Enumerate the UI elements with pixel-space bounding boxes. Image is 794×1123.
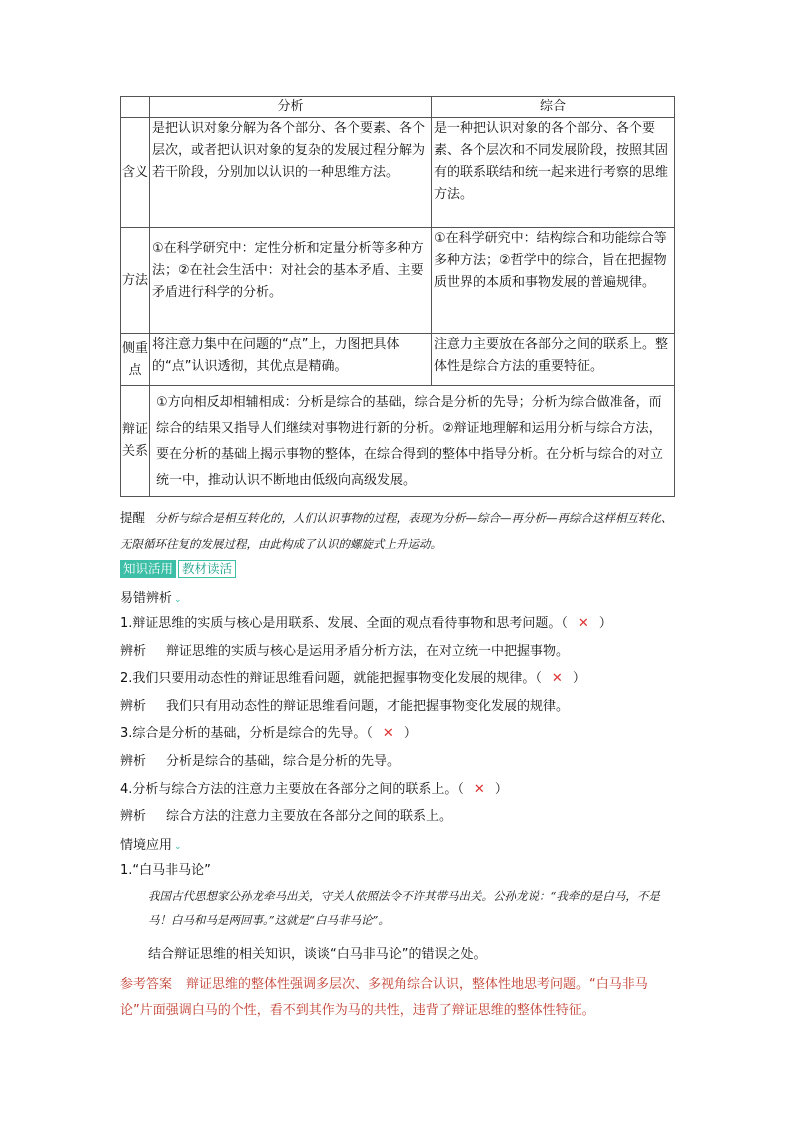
section-scenario-application: 情境应用 ⌄ — [120, 838, 182, 853]
reminder-text: 分析与综合是相互转化的，人们认识事物的过程，表现为分析—综合—再分析—再综合这样相互转化、无限循环往复的发展过程，由此构成了认识的螺旋式上升运动。 — [120, 511, 673, 551]
table-row — [121, 334, 675, 386]
answer-text: 辩证思维的整体性强调多层次、多视角综合认识，整体性地思考问题。“白马非马论”片面强调白马的个性，看不到其作为马的共性，违背了辩证思维的整体性特征。 — [120, 977, 648, 1018]
table-row — [121, 228, 675, 334]
case-title: 1.“白马非马论” — [120, 863, 211, 878]
judge-question-1: 1.辩证思维的实质与核心是用联系、发展、全面的观点看待事物和思考问题。（ ✕ ） — [120, 616, 612, 631]
cell-synthesis-meaning: 是一种把认识对象的各个部分、各个要素、各个层次和不同发展阶段，按照其固有的联系联结和统一起来进行考察的思维方法。 — [432, 118, 675, 228]
judge-explanation-1: 辨析 辩证思维的实质与核心是运用矛盾分析方法，在对立统一中把握事物。 — [120, 644, 570, 659]
badge-textbook-reading: 教材读活 — [178, 560, 236, 578]
cell-synthesis-method: ①在科学研究中：结构综合和功能综合等多种方法；②哲学中的综合，旨在把握物质世界的本质和事物发展的普遍规律。 — [432, 228, 675, 334]
cell-relation: ①方向相反却相辅相成：分析是综合的基础，综合是分析的先导；分析为综合做准备，而综合的结果又指导人们继续对事物进行新的分析。②辩证地理解和运用分析与综合方法，要在分析的基础上揭示事物的整体，在综合得到的整体中指导分析。在分析与综合的对立统一中，推动认识不断地由低级向高级发展。 — [150, 386, 675, 497]
cell-analysis-focus: 将注意力集中在问题的“点”上，力图把具体的“点”认识透彻，其优点是精确。 — [150, 334, 432, 386]
answer-label: 参考答案 — [120, 977, 173, 992]
judge-question-4: 4.分析与综合方法的注意力主要放在各部分之间的联系上。（ ✕ ） — [120, 782, 508, 797]
judge-explanation-4: 辨析 综合方法的注意力主要放在各部分之间的联系上。 — [120, 809, 453, 824]
scenario-text: 我国古代思想家公孙龙牵马出关，守关人依照法令不许其带马出关。公孙龙说：“我牵的是白马，不是马！白马和马是两回事。”这就是“白马非马论”。 — [148, 889, 660, 927]
reminder-note — [120, 505, 680, 557]
header-synthesis: 综合 — [432, 97, 675, 118]
reference-answer — [120, 972, 676, 1024]
row-label-method: 方法 — [121, 228, 150, 334]
table-header-row — [121, 97, 675, 118]
cell-synthesis-focus: 注意力主要放在各部分之间的联系上。整体性是综合方法的重要特征。 — [432, 334, 675, 386]
cross-mark-icon: ✕ — [577, 616, 589, 631]
judge-question-2: 2.我们只要用动态性的辩证思维看问题，就能把握事物变化发展的规律。（ ✕ ） — [120, 671, 586, 686]
header-empty — [121, 97, 150, 118]
row-label-focus: 侧重 点 — [121, 334, 150, 386]
chevron-down-icon: ⌄ — [174, 595, 182, 605]
header-analysis: 分析 — [150, 97, 432, 118]
table-row — [121, 118, 675, 228]
cross-mark-icon: ✕ — [473, 782, 485, 797]
judge-question-3: 3.综合是分析的基础，分析是综合的先导。（ ✕ ） — [120, 726, 417, 741]
section-badges — [120, 560, 236, 578]
case-question: 结合辩证思维的相关知识，谈谈“白马非马论”的错误之处。 — [148, 947, 487, 962]
badge-knowledge-use: 知识活用 — [120, 560, 176, 578]
comparison-table — [120, 96, 675, 497]
row-label-meaning: 含义 — [121, 118, 150, 228]
judge-explanation-2: 辨析 我们只有用动态性的辩证思维看问题，才能把握事物变化发展的规律。 — [120, 699, 570, 714]
cell-analysis-meaning: 是把认识对象分解为各个部分、各个要素、各个层次，或者把认识对象的复杂的发展过程分解为若干阶段，分别加以认识的一种思维方法。 — [150, 118, 432, 228]
section-error-check: 易错辨析 ⌄ — [120, 591, 182, 606]
cross-mark-icon: ✕ — [382, 726, 394, 741]
cross-mark-icon: ✕ — [551, 671, 563, 686]
cell-analysis-method: ①在科学研究中：定性分析和定量分析等多种方法；②在社会生活中：对社会的基本矛盾、主要矛盾进行科学的分析。 — [150, 228, 432, 334]
judge-explanation-3: 辨析 分析是综合的基础，综合是分析的先导。 — [120, 754, 401, 769]
row-label-relation: 辩证 关系 — [121, 386, 150, 497]
chevron-down-icon: ⌄ — [174, 842, 182, 852]
table-row — [121, 386, 675, 497]
reminder-label: 提醒 — [120, 510, 146, 525]
